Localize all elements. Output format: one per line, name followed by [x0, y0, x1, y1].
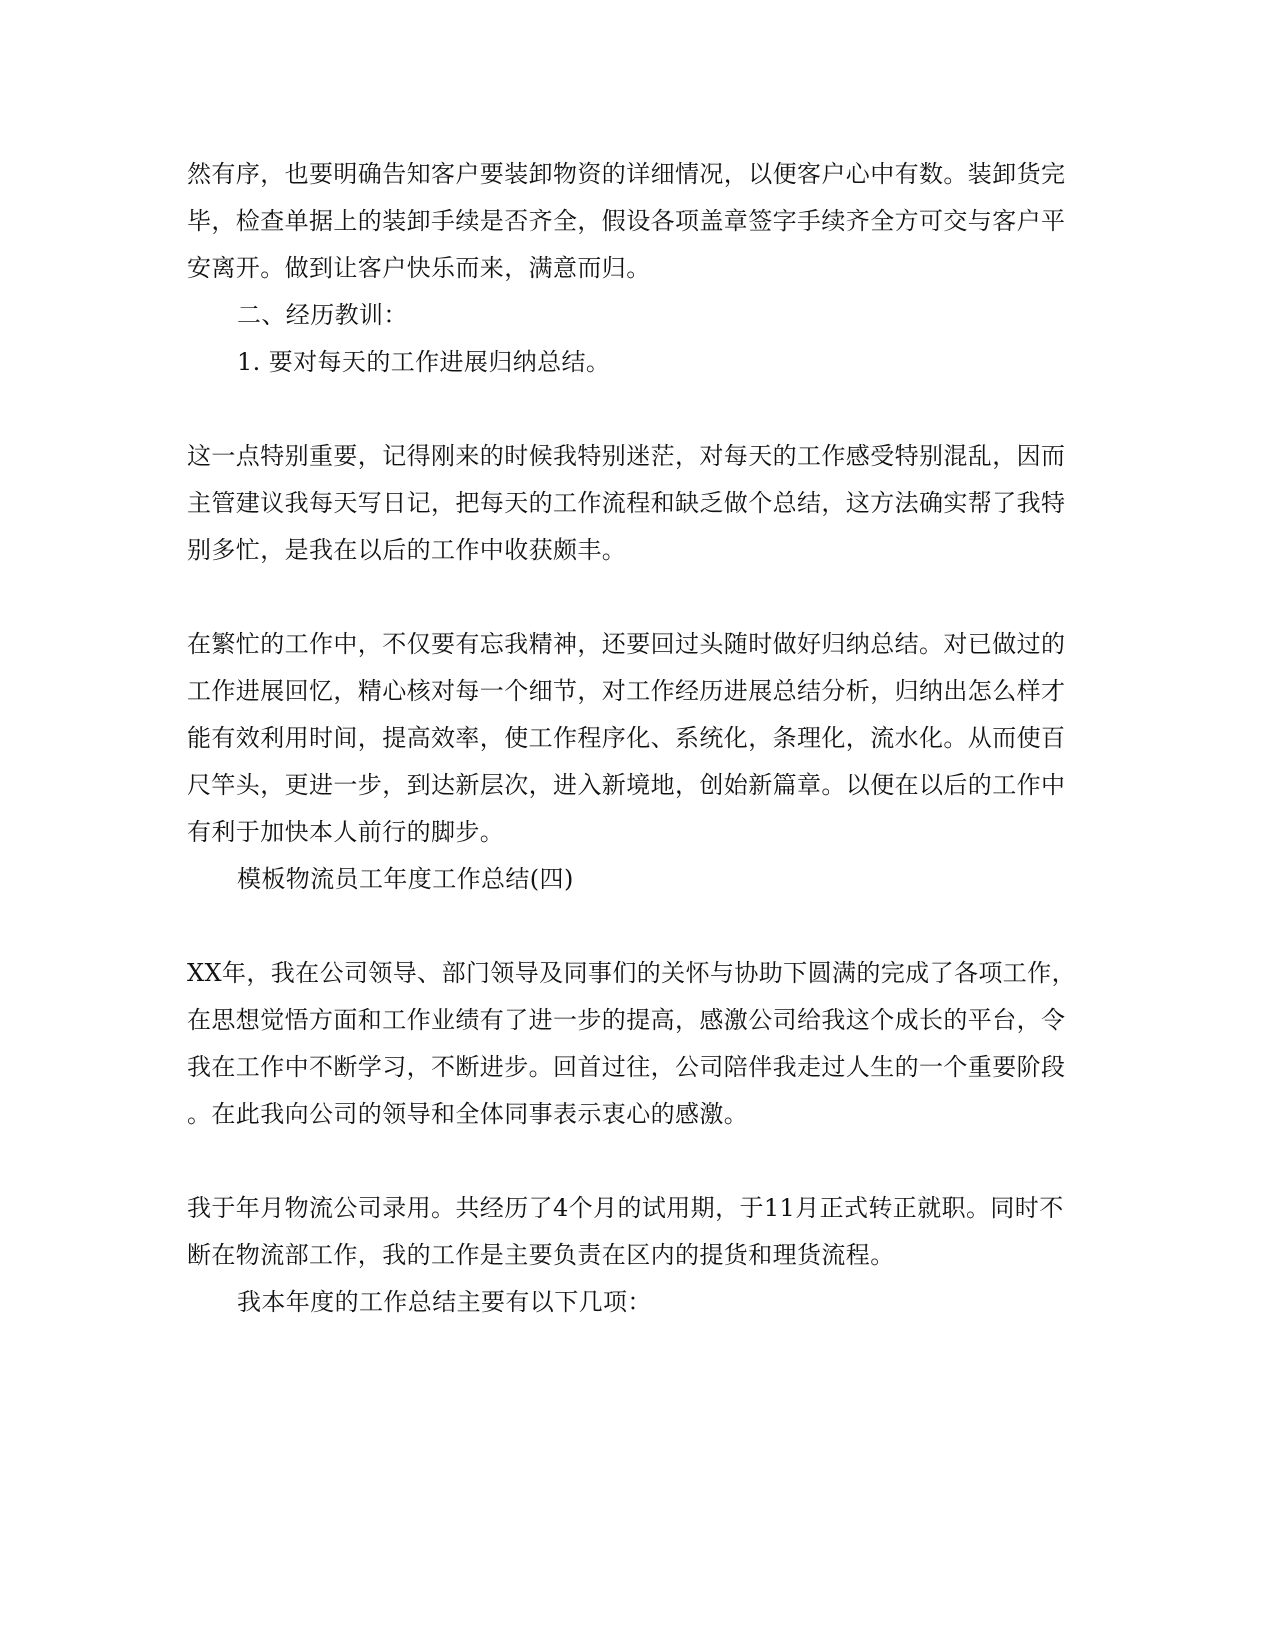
paragraph-line: 尺竿头，更进一步，到达新层次，进入新境地，创始新篇章。以便在以后的工作中 — [187, 771, 1066, 799]
paragraph-line: XX年，我在公司领导、部门领导及同事们的关怀与协助下圆满的完成了各项工作， — [187, 959, 1076, 987]
paragraph-line: 我本年度的工作总结主要有以下几项： — [237, 1288, 652, 1316]
paragraph-line: 然有序，也要明确告知客户要装卸物资的详细情况，以便客户心中有数。装卸货完 — [187, 160, 1066, 188]
paragraph-line: 在繁忙的工作中，不仅要有忘我精神，还要回过头随时做好归纳总结。对已做过的 — [187, 630, 1066, 658]
list-item-heading: 1. 要对每天的工作进展归纳总结。 — [237, 348, 611, 376]
paragraph-line: 我于年月物流公司录用。共经历了4个月的试用期，于11月正式转正就职。同时不 — [187, 1194, 1064, 1222]
section-title: 模板物流员工年度工作总结(四) — [237, 865, 574, 893]
paragraph-line: 断在物流部工作，我的工作是主要负责在区内的提货和理货流程。 — [187, 1241, 895, 1269]
paragraph-line: 别多忙，是我在以后的工作中收获颇丰。 — [187, 536, 627, 564]
paragraph-line: 。在此我向公司的领导和全体同事表示衷心的感激。 — [187, 1100, 749, 1128]
paragraph-line: 这一点特别重要，记得刚来的时候我特别迷茫，对每天的工作感受特别混乱，因而 — [187, 442, 1066, 470]
paragraph-line: 毕，检查单据上的装卸手续是否齐全，假设各项盖章签字手续齐全方可交与客户平 — [187, 207, 1066, 235]
paragraph-line: 安离开。做到让客户快乐而来，满意而归。 — [187, 254, 651, 282]
paragraph-line: 主管建议我每天写日记，把每天的工作流程和缺乏做个总结，这方法确实帮了我特 — [187, 489, 1066, 517]
section-heading: 二、经历教训： — [237, 301, 408, 329]
paragraph-line: 在思想觉悟方面和工作业绩有了进一步的提高，感激公司给我这个成长的平台，令 — [187, 1006, 1066, 1034]
paragraph-line: 有利于加快本人前行的脚步。 — [187, 818, 505, 846]
paragraph-line: 工作进展回忆，精心核对每一个细节，对工作经历进展总结分析，归纳出怎么样才 — [187, 677, 1066, 705]
paragraph-line: 能有效利用时间，提高效率，使工作程序化、系统化，条理化，流水化。从而使百 — [187, 724, 1066, 752]
paragraph-line: 我在工作中不断学习，不断进步。回首过往，公司陪伴我走过人生的一个重要阶段 — [187, 1053, 1066, 1081]
